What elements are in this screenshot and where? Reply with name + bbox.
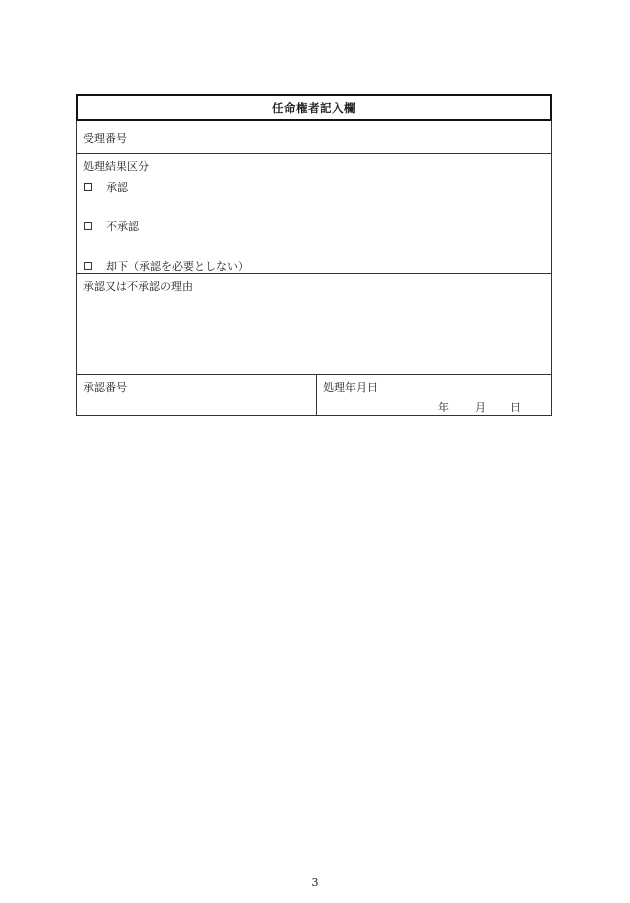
approval-number-cell[interactable] xyxy=(77,375,317,415)
rejected-checkbox[interactable] xyxy=(84,262,92,270)
processing-date-cell[interactable] xyxy=(317,375,551,415)
appointer-entry-form xyxy=(76,94,552,416)
rejected-label: 却下（承認を必要としない） xyxy=(106,260,249,273)
bottom-row xyxy=(77,374,551,415)
processing-result-row xyxy=(77,153,551,273)
receipt-number-row[interactable] xyxy=(77,121,551,153)
disapproved-label: 不承認 xyxy=(106,220,139,233)
form-title: 任命権者記入欄 xyxy=(76,94,552,121)
day-unit: 日 xyxy=(510,401,521,414)
option-disapproved[interactable] xyxy=(83,218,139,234)
form-body xyxy=(76,121,552,416)
month-unit: 月 xyxy=(475,401,486,414)
page-number: 3 xyxy=(311,876,319,889)
disapproved-checkbox[interactable] xyxy=(84,222,92,230)
date-fields xyxy=(438,399,521,415)
year-unit: 年 xyxy=(438,401,449,414)
reason-row[interactable] xyxy=(77,273,551,374)
processing-result-label: 処理結果区分 xyxy=(83,160,149,173)
receipt-number-label: 受理番号 xyxy=(83,132,127,145)
approval-number-label: 承認番号 xyxy=(83,381,127,394)
approved-checkbox[interactable] xyxy=(84,183,92,191)
option-approved[interactable] xyxy=(83,179,128,195)
option-rejected[interactable] xyxy=(83,258,249,274)
approved-label: 承認 xyxy=(106,181,128,194)
processing-date-label: 処理年月日 xyxy=(323,381,378,394)
reason-label: 承認又は不承認の理由 xyxy=(83,280,193,293)
